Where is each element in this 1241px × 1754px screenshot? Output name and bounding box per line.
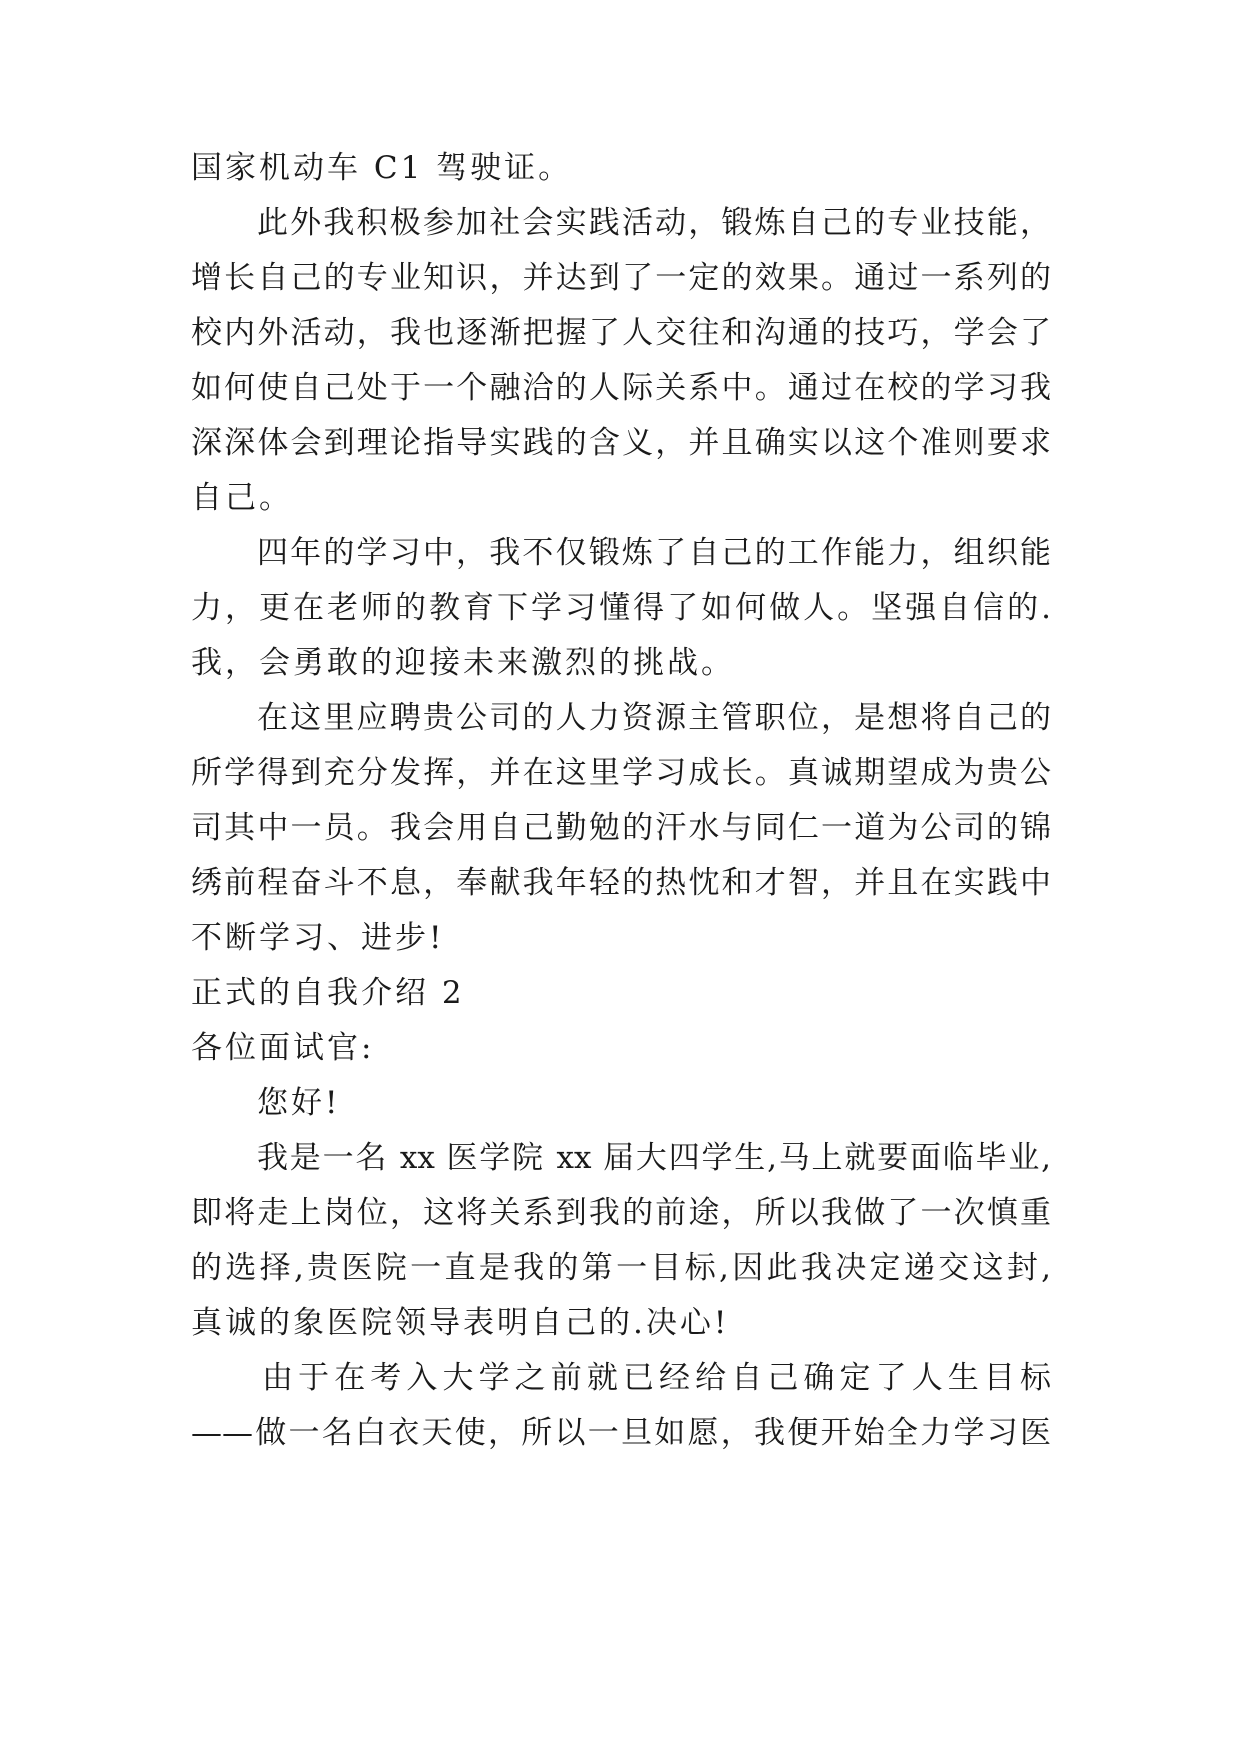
greeting: 您好! <box>257 1085 341 1121</box>
text-line-19: 我是一名 xx 医学院 xx 届大四学生,马上就要面临毕业, <box>257 1140 1051 1176</box>
text-line-14: 绣前程奋斗不息，奉献我年轻的热忱和才智，并且在实践中 <box>191 865 1051 901</box>
text-line-5: 如何使自己处于一个融洽的人际关系中。通过在校的学习我 <box>191 370 1051 406</box>
text-line-12: 所学得到充分发挥，并在这里学习成长。真诚期望成为贵公 <box>191 755 1051 791</box>
text-line-7: 自己。 <box>191 480 293 516</box>
text-line-10: 我，会勇敢的迎接未来激烈的挑战。 <box>191 645 735 681</box>
text-line-8: 四年的学习中，我不仅锻炼了自己的工作能力，组织能 <box>257 535 1051 571</box>
text-line-4: 校内外活动，我也逐渐把握了人交往和沟通的技巧，学会了 <box>191 315 1051 351</box>
text-line-2: 此外我积极参加社会实践活动，锻炼自己的专业技能， <box>257 205 1051 241</box>
text-line-11: 在这里应聘贵公司的人力资源主管职位，是想将自己的 <box>257 700 1051 736</box>
text-line-24: ——做一名白衣天使，所以一旦如愿，我便开始全力学习医 <box>191 1415 1051 1451</box>
text-line-6: 深深体会到理论指导实践的含义，并且确实以这个准则要求 <box>191 425 1051 461</box>
text-line-1: 国家机动车 C1 驾驶证。 <box>191 150 573 186</box>
salutation: 各位面试官: <box>191 1030 375 1066</box>
text-line-15: 不断学习、进步! <box>191 920 445 956</box>
text-line-13: 司其中一员。我会用自己勤勉的汗水与同仁一道为公司的锦 <box>191 810 1051 846</box>
section-heading: 正式的自我介绍 2 <box>191 975 465 1011</box>
text-line-3: 增长自己的专业知识，并达到了一定的效果。通过一系列的 <box>191 260 1051 296</box>
text-line-22: 真诚的象医院领导表明自己的.决心! <box>191 1305 730 1341</box>
text-line-9: 力，更在老师的教育下学习懂得了如何做人。坚强自信的. <box>191 590 1051 626</box>
text-line-21: 的选择,贵医院一直是我的第一目标,因此我决定递交这封, <box>191 1250 1051 1286</box>
text-line-23: 由于在考入大学之前就已经给自己确定了人生目标 <box>262 1360 1051 1396</box>
text-line-20: 即将走上岗位，这将关系到我的前途，所以我做了一次慎重 <box>191 1195 1051 1231</box>
